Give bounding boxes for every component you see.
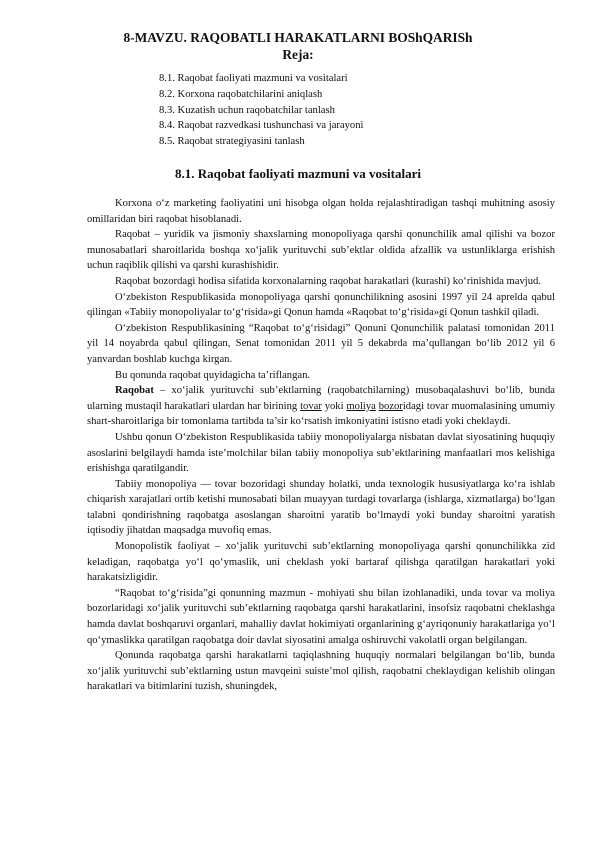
paragraph: Monopolistik faoliyat – xo‘jalik yurituvchi sub’ektlarning monopoliyaga qarshi qonunchilikka zid keladigan, raqobatga yo‘l qo‘ymaslik, uni cheklash yoki bartaraf qilishga qaratilgan harakatlari yoki harakatsizligidir. (87, 541, 555, 584)
plan-item: 8.1. Raqobat faoliyati mazmuni va vositalari (159, 73, 348, 84)
paragraph: Bu qonunda raqobat quyidagicha ta’riflangan. (115, 369, 311, 381)
paragraph: Korxona o‘z marketing faoliyatini uni hisobga olgan holda rejalashtiradigan tashqi muhitning asosiy omillaridan biri raqobat hisoblanadi. (87, 198, 555, 225)
plan-heading: Reja: (282, 47, 314, 62)
plan-item: 8.5. Raqobat strategiyasini tanlash (159, 136, 305, 148)
definition-term: Raqobat (115, 385, 154, 397)
paragraph: O‘zbekiston Respublikasida monopoliyaga qarshi qonunchilikning asosini 1997 yil 24 aprelda qabul qilingan «Tabiiy monopoliyalar to‘g‘risida»gi Qonun hamda «Raqobat to‘g‘risida»gi Qonun tashkil qiladi. (87, 291, 555, 319)
plan-item: 8.3. Kuzatish uchun raqobatchilar tanlash (159, 104, 335, 116)
paragraph: O‘zbekiston Respublikasining “Raqobat to‘g‘risidagi” Qonuni Qonunchilik palatasi tomonidan 2011 yil 14 noyabrda qabul qilingan, Senat tomonidan 2011 yil 5 dekabrda ma’qullangan bo‘lib 2012 yil 6 yanvardan boshlab kuchga kirgan. (87, 322, 555, 365)
definition-paragraph (87, 383, 555, 430)
body-text (87, 196, 555, 695)
link-tovar[interactable]: tovar (300, 400, 322, 412)
definition-text: idagi tovar muomalasining umumiy shart-sharoitlariga bir tomonlama tartibda ta’sir ko‘rsatish imkoniyatini istisno etadi yoki cheklaydi. (87, 400, 556, 428)
plan-list (159, 71, 519, 150)
paragraph: Tabiiy monopoliya — tovar bozoridagi shunday holatki, unda texnologik hususiyatlarga ko‘ra ishlab chiqarish xarajatlari ortib ketishi munosabati bilan muayyan turdagi tovarlarga (ishlarga, xizmatlarga) bo‘lgan talabni qondirishning raqobatga asoslangan sharoitni yaratib bo‘lmaydi yoki bunday sharoitni yaratish iqtisodiy jihatdan maqsadga muvofiq emas. (87, 478, 555, 537)
definition-text: yoki (321, 400, 347, 412)
page-title: 8-MAVZU. RAQOBATLI HARAKATLARNI BOShQARISh (123, 30, 473, 45)
paragraph: Qonunda raqobatga qarshi harakatlarni taqiqlashning huquqiy normalari belgilangan bo‘lib, bunda xo‘jalik yurituvchi sub’ektlarning ustun mavqeini suiste’mol qilish, raqobatni cheklaydigan kelishib olingan harakatlari va bitimlarini tuzish, shuningdek, (87, 650, 555, 693)
paragraph: Raqobat – yuridik va jismoniy shaxslarning monopoliyaga qarshi qonunchilik amal qilishi va bozor munosabatlari sharoitlarida boshqa xo‘jalik yurituvchi sub’ektlar oldida afzallik va ustunliklarga erishish uchun raqiblik qilishi va qarshi kurashishidir. (87, 229, 555, 272)
link-moliya[interactable]: moliya (346, 400, 376, 412)
section-heading: 8.1. Raqobat faoliyati mazmuni va vositalari (175, 166, 421, 181)
paragraph: Raqobat bozordagi hodisa sifatida korxonalarning raqobat harakatlari (kurashi) ko‘rinishida mavjud. (115, 275, 541, 287)
link-bozor[interactable]: bozor (378, 400, 403, 412)
plan-item: 8.4. Raqobat razvedkasi tushunchasi va jarayoni (159, 120, 364, 132)
plan-item: 8.2. Korxona raqobatchilarini aniqlash (159, 88, 323, 100)
paragraph: Ushbu qonun O‘zbekiston Respublikasida tabiiy monopoliyalarga nisbatan davlat siyosatining huquqiy asoslarini belgilaydi hamda iste’molchilar bilan tabiiy monopoliya sub’ektlarining manfaatlari mos kelishiga erishishga qaratilgandir. (87, 431, 555, 475)
paragraph: “Raqobat to‘g‘risida”gi qonunning mazmun - mohiyati shu bilan izohlanadiki, unda tovar va moliya bozorlaridagi xo‘jalik yurituvchi sub’ektlarning raqobatga qarshi harakatlarini, insofsiz raqobatni cheklashga hamda davlat boshqaruvi organlari, mahalliy davlat hokimiyati organlarining g‘ayriqonuniy harakatlariga yo‘l qo‘ymaslikka qaratilgan raqobatga doir davlat siyosatini amalga oshiruvchi vakolatli organ belgilangan. (87, 587, 555, 646)
definition-text: – xo‘jalik yurituvchi sub’ektlarning (raqobatchilarning) musobaqalashuvi bo‘lib, bunda ularning mustaqil harakatlari ulardan har birining (87, 385, 555, 412)
